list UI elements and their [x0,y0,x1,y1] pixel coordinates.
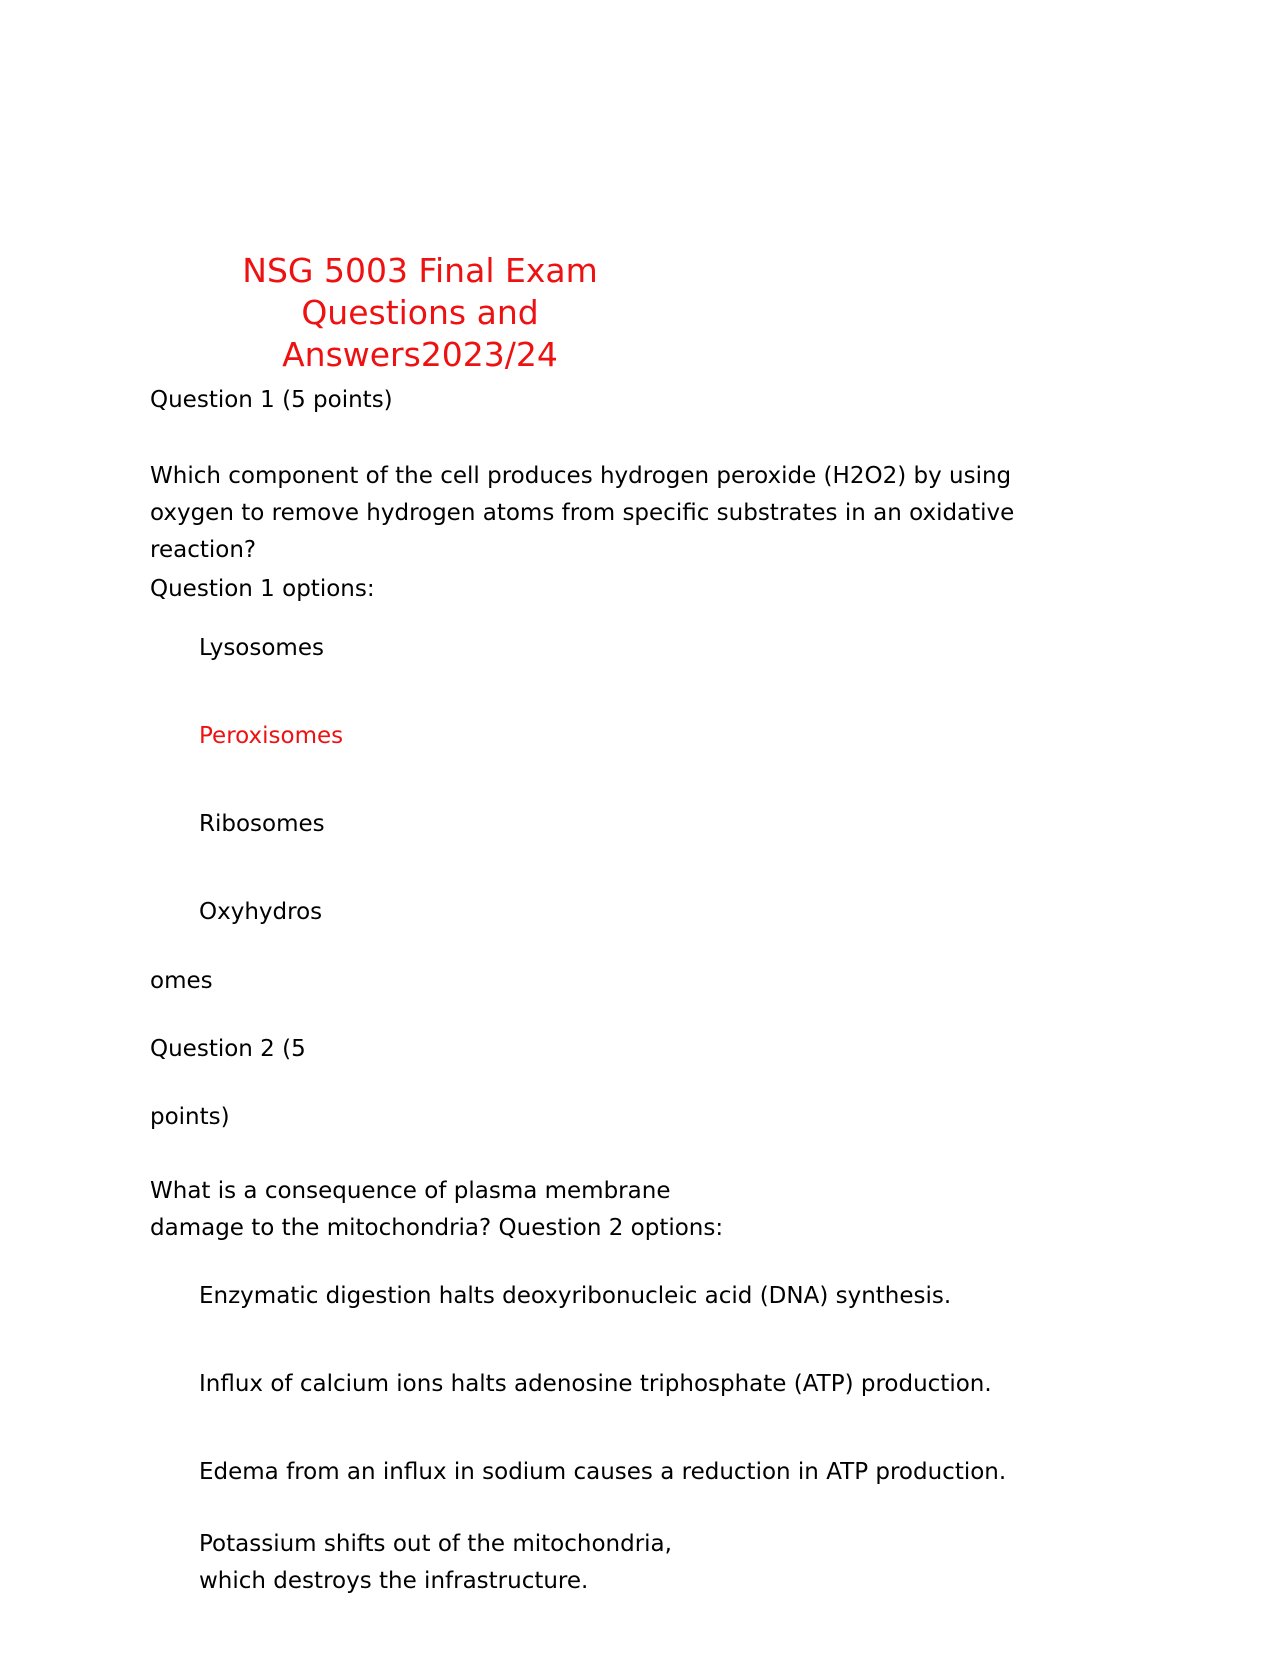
question-2-text [150,1173,1130,1247]
question-text-line: damage to the mitochondria? Question 2 options: [150,1215,724,1241]
question-text-line: reaction? [150,537,257,563]
document-title [200,250,640,376]
q1-option-wrap: omes [150,968,213,994]
title-line: Answers2023/24 [282,335,558,374]
title-line: Questions and [301,293,539,332]
q1-option-peroxisomes-correct: Peroxisomes [199,723,344,749]
question-1-header: Question 1 (5 points) [150,387,393,413]
q1-option-lysosomes: Lysosomes [199,635,324,661]
question-text-line: Which component of the cell produces hydrogen peroxide (H2O2) by using [150,463,1012,489]
question-1-text [150,458,1130,569]
q1-option-ribosomes: Ribosomes [199,811,325,837]
title-line: NSG 5003 Final Exam [242,251,598,290]
question-text-line: What is a consequence of plasma membrane [150,1178,671,1204]
q1-option-oxyhydrosomes: Oxyhydros [199,899,323,925]
question-2-header: Question 2 (5 [150,1036,306,1062]
question-2-header-wrap: points) [150,1104,230,1130]
q2-option-2: Influx of calcium ions halts adenosine triphosphate (ATP) production. [199,1371,992,1397]
q2-option-4 [199,1526,1179,1600]
question-text-line: oxygen to remove hydrogen atoms from specific substrates in an oxidative [150,500,1015,526]
q2-option-1: Enzymatic digestion halts deoxyribonucleic acid (DNA) synthesis. [199,1283,952,1309]
option-line: Potassium shifts out of the mitochondria, [199,1531,672,1557]
option-line: which destroys the infrastructure. [199,1568,589,1594]
question-1-options-label: Question 1 options: [150,576,375,602]
q2-option-3: Edema from an influx in sodium causes a reduction in ATP production. [199,1459,1007,1485]
